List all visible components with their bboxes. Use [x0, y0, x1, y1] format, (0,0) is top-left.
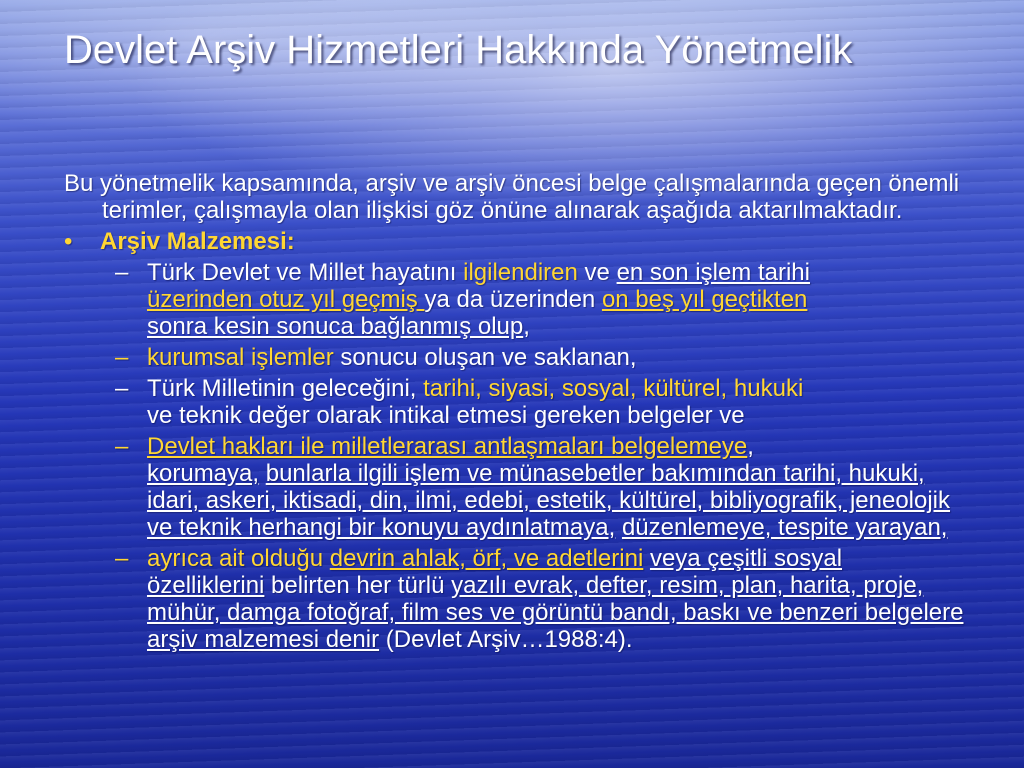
list-item: [64, 344, 964, 371]
item-text: belirten her türlü: [264, 572, 452, 599]
item-text: ya da üzerinden: [424, 286, 602, 313]
item-underlined: sonra kesin sonuca bağlanmış olup: [147, 313, 524, 340]
intro-paragraph: Bu yönetmelik kapsamında, arşiv ve arşiv öncesi belge çalışmalarında geçen önemli terimler, çalışmayla olan ilişkisi göz önüne alınarak aşağıda aktarılmaktadır.: [64, 170, 960, 224]
item-text: [643, 545, 650, 572]
dash-icon: –: [115, 259, 129, 286]
dash-icon: –: [115, 375, 129, 402]
list-item: [64, 545, 964, 653]
item-highlight: ayrıca ait olduğu: [147, 545, 330, 572]
item-text: ve: [577, 259, 617, 286]
item-text: ve teknik değer olarak intikal etmesi gereken belgeler ve: [147, 402, 745, 429]
item-underlined: yazılı evrak, defter, resim, plan, harita, proje, mühür, damga fotoğraf, film ses ve görüntü bandı, baskı ve benzeri belgelere arşiv malzemesi denir: [147, 572, 964, 653]
item-highlight-underlined: Devlet hakları ile milletlerarası antlaşmaları belgelemeye: [147, 433, 748, 460]
dash-icon: –: [115, 344, 129, 371]
item-underlined: korumaya,: [147, 460, 260, 487]
item-highlight: kurumsal işlemler: [147, 344, 334, 371]
item-text: (Devlet Arşiv…1988:4).: [379, 626, 633, 653]
bullet-label: Arşiv Malzemesi:: [100, 228, 295, 255]
list-item: [64, 259, 964, 340]
item-underlined: en son işlem tarihi: [616, 259, 810, 286]
item-underlined: düzenlemeye, tespite yarayan,: [621, 514, 948, 541]
item-text: ,: [747, 433, 754, 460]
bullet-arsiv-malzemesi: [64, 228, 964, 255]
dash-icon: –: [115, 433, 129, 460]
item-highlight-underlined: üzerinden otuz yıl geçmiş: [147, 286, 425, 313]
item-highlight: tarihi, siyasi, sosyal, kültürel, hukuki: [423, 375, 804, 402]
dash-icon: –: [115, 545, 129, 572]
list-item: [64, 433, 964, 541]
item-underlined: veya çeşitli sosyal özelliklerini: [147, 545, 843, 599]
bullet-icon: •: [64, 228, 73, 255]
item-text: Türk Milletinin geleceğini,: [147, 375, 424, 402]
sub-list: [64, 259, 964, 653]
slide-content: [64, 170, 964, 657]
item-highlight: ilgilendiren: [463, 259, 578, 286]
item-highlight-underlined: on beş yıl geçtikten: [601, 286, 808, 313]
item-text: [259, 460, 266, 487]
item-underlined: bunlarla ilgili işlem ve münasebetler bakımından tarihi, hukuki, idari, askeri, iktisadi, din, ilmi, edebi, estetik, kültürel, bibliyografik, jeneolojik ve teknik herhangi bir konuyu aydınlatmaya,: [147, 460, 951, 541]
item-text: Türk Devlet ve Millet hayatını: [147, 259, 464, 286]
item-text: ,: [523, 313, 530, 340]
item-text: [615, 514, 622, 541]
item-highlight-underlined: devrin ahlak, örf, ve adetlerini: [329, 545, 644, 572]
slide-title: Devlet Arşiv Hizmetleri Hakkında Yönetmelik: [64, 28, 853, 72]
list-item: [64, 375, 964, 429]
item-text: sonucu oluşan ve saklanan,: [333, 344, 637, 371]
